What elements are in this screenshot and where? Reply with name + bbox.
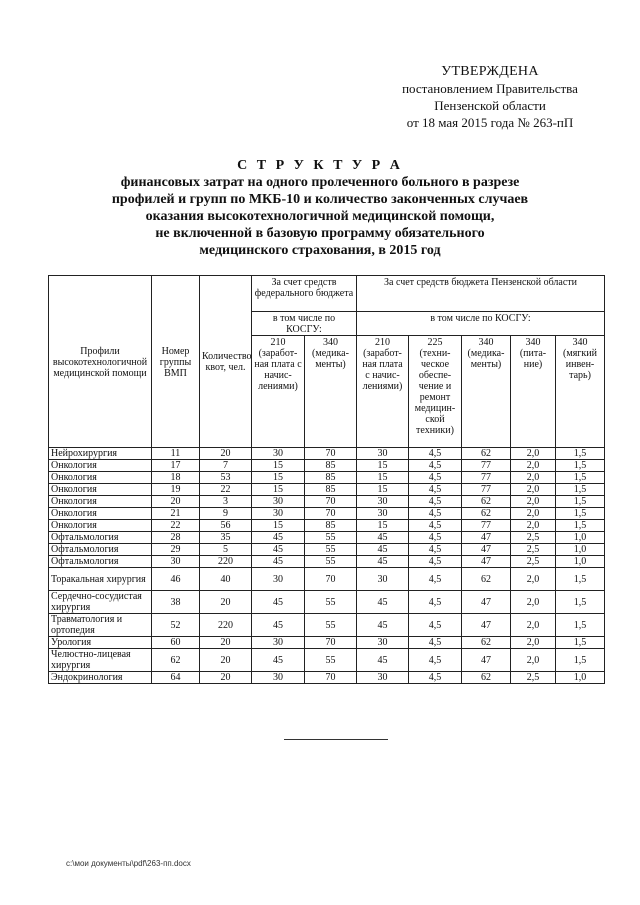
cell-regional-225: 4,5 [409, 544, 462, 556]
table-row [49, 544, 605, 556]
cell-federal-340: 55 [305, 649, 357, 672]
cell-group: 19 [152, 484, 200, 496]
cell-regional-340-food: 2,5 [511, 544, 556, 556]
cell-regional-340-medicine: 77 [462, 460, 511, 472]
approval-line-2: постановлением Правительства [402, 81, 578, 96]
cell-regional-225: 4,5 [409, 472, 462, 484]
cell-regional-210: 30 [357, 672, 409, 684]
table-row [49, 508, 605, 520]
approval-heading: УТВЕРЖДЕНА [441, 64, 539, 79]
cell-quota: 220 [200, 614, 252, 637]
cell-regional-340-medicine: 62 [462, 568, 511, 591]
cell-federal-210: 15 [252, 472, 305, 484]
table-row [49, 591, 605, 614]
cell-regional-225: 4,5 [409, 649, 462, 672]
cell-regional-340-medicine: 47 [462, 532, 511, 544]
cell-federal-340: 70 [305, 637, 357, 649]
cell-federal-210: 30 [252, 568, 305, 591]
cell-quota: 56 [200, 520, 252, 532]
cell-regional-340-medicine: 77 [462, 520, 511, 532]
cell-profile: Челюстно-лицевая хирургия [49, 649, 152, 672]
cell-regional-340-medicine: 62 [462, 508, 511, 520]
cell-regional-210: 15 [357, 472, 409, 484]
cell-regional-340-medicine: 62 [462, 672, 511, 684]
cell-regional-340-medicine: 62 [462, 637, 511, 649]
cell-profile: Офтальмология [49, 556, 152, 568]
header-federal-340: 340 (медика-менты) [305, 336, 357, 448]
cell-regional-340-inventory: 1,5 [556, 508, 605, 520]
cell-profile: Эндокринология [49, 672, 152, 684]
cell-regional-210: 45 [357, 591, 409, 614]
cell-group: 11 [152, 448, 200, 460]
approval-line-3: Пензенской области [434, 98, 546, 113]
cell-profile: Офтальмология [49, 532, 152, 544]
cell-federal-210: 30 [252, 496, 305, 508]
cell-quota: 5 [200, 544, 252, 556]
cell-quota: 20 [200, 637, 252, 649]
cell-regional-225: 4,5 [409, 568, 462, 591]
cell-regional-210: 45 [357, 532, 409, 544]
table-row [49, 637, 605, 649]
cell-profile: Офтальмология [49, 544, 152, 556]
title-line-4: не включенной в базовую программу обязательного [155, 226, 485, 241]
cell-federal-210: 30 [252, 672, 305, 684]
cell-regional-340-inventory: 1,5 [556, 484, 605, 496]
cell-quota: 22 [200, 484, 252, 496]
cell-regional-210: 15 [357, 520, 409, 532]
cell-federal-210: 45 [252, 649, 305, 672]
cell-regional-210: 30 [357, 496, 409, 508]
cell-regional-340-food: 2,5 [511, 556, 556, 568]
cell-regional-340-inventory: 1,0 [556, 556, 605, 568]
cell-federal-340: 70 [305, 568, 357, 591]
cell-regional-340-medicine: 47 [462, 649, 511, 672]
cell-quota: 3 [200, 496, 252, 508]
cell-regional-225: 4,5 [409, 520, 462, 532]
cell-regional-225: 4,5 [409, 556, 462, 568]
cell-regional-340-food: 2,0 [511, 614, 556, 637]
cell-regional-210: 30 [357, 448, 409, 460]
header-regional-225: 225 (техни-ческое обеспе-чение и ремонт медицин-ской техники) [409, 336, 462, 448]
cell-regional-225: 4,5 [409, 637, 462, 649]
cell-group: 17 [152, 460, 200, 472]
cell-regional-340-food: 2,0 [511, 460, 556, 472]
cell-regional-210: 30 [357, 568, 409, 591]
cell-quota: 20 [200, 649, 252, 672]
cell-federal-340: 55 [305, 556, 357, 568]
cell-group: 38 [152, 591, 200, 614]
cell-profile: Урология [49, 637, 152, 649]
table-body [49, 448, 605, 684]
cell-federal-210: 15 [252, 520, 305, 532]
table-row [49, 614, 605, 637]
cell-regional-340-medicine: 47 [462, 614, 511, 637]
cell-federal-210: 45 [252, 614, 305, 637]
title-line-2: профилей и групп по МКБ-10 и количество законченных случаев [111, 192, 529, 207]
table-row [49, 556, 605, 568]
cell-regional-340-inventory: 1,5 [556, 448, 605, 460]
cell-profile: Нейрохирургия [49, 448, 152, 460]
cell-profile: Травматология и ортопедия [49, 614, 152, 637]
cell-regional-210: 15 [357, 484, 409, 496]
cell-quota: 9 [200, 508, 252, 520]
cell-federal-210: 45 [252, 591, 305, 614]
cell-quota: 20 [200, 672, 252, 684]
header-regional-340-food: 340 (пита-ние) [511, 336, 556, 448]
cell-regional-340-inventory: 1,5 [556, 637, 605, 649]
cell-group: 64 [152, 672, 200, 684]
table-row [49, 484, 605, 496]
cell-profile: Онкология [49, 520, 152, 532]
cell-profile: Сердечно-сосудистая хирургия [49, 591, 152, 614]
cell-federal-340: 55 [305, 544, 357, 556]
cell-profile: Торакальная хирургия [49, 568, 152, 591]
cell-federal-210: 30 [252, 448, 305, 460]
cell-quota: 220 [200, 556, 252, 568]
cell-regional-210: 45 [357, 649, 409, 672]
cell-regional-340-inventory: 1,5 [556, 614, 605, 637]
cell-group: 22 [152, 520, 200, 532]
cell-regional-340-food: 2,0 [511, 568, 556, 591]
cell-regional-340-inventory: 1,5 [556, 649, 605, 672]
cell-profile: Онкология [49, 460, 152, 472]
cell-profile: Онкология [49, 496, 152, 508]
cell-federal-340: 70 [305, 508, 357, 520]
table-row [49, 532, 605, 544]
cell-regional-225: 4,5 [409, 508, 462, 520]
cell-regional-340-food: 2,0 [511, 484, 556, 496]
header-federal-kosgu: в том числе по КОСГУ: [252, 312, 357, 336]
header-profile: Профили высокотехнологичной медицинской помощи [49, 276, 152, 448]
table-row [49, 649, 605, 672]
cell-profile: Онкология [49, 472, 152, 484]
cell-regional-340-inventory: 1,0 [556, 544, 605, 556]
cell-group: 52 [152, 614, 200, 637]
cell-regional-340-food: 2,0 [511, 448, 556, 460]
cell-quota: 53 [200, 472, 252, 484]
cell-group: 29 [152, 544, 200, 556]
table-row [49, 496, 605, 508]
cell-regional-210: 45 [357, 556, 409, 568]
cell-regional-340-food: 2,0 [511, 496, 556, 508]
cell-regional-340-food: 2,0 [511, 520, 556, 532]
table-row [49, 448, 605, 460]
cell-federal-340: 55 [305, 614, 357, 637]
cell-federal-340: 70 [305, 448, 357, 460]
cell-federal-210: 45 [252, 532, 305, 544]
cell-group: 18 [152, 472, 200, 484]
title-heading: С Т Р У К Т У Р А [237, 158, 403, 173]
cell-regional-225: 4,5 [409, 672, 462, 684]
cell-regional-340-food: 2,0 [511, 472, 556, 484]
header-regional-340-medicine: 340 (медика-менты) [462, 336, 511, 448]
cell-regional-340-food: 2,5 [511, 672, 556, 684]
cell-group: 30 [152, 556, 200, 568]
cell-federal-340: 85 [305, 484, 357, 496]
cell-regional-225: 4,5 [409, 460, 462, 472]
cell-group: 28 [152, 532, 200, 544]
cell-regional-340-food: 2,0 [511, 591, 556, 614]
header-quota: Количество квот, чел. [200, 276, 252, 448]
header-regional-kosgu: в том числе по КОСГУ: [357, 312, 605, 336]
cell-regional-225: 4,5 [409, 448, 462, 460]
cell-quota: 20 [200, 591, 252, 614]
cell-regional-340-medicine: 77 [462, 484, 511, 496]
cell-regional-340-food: 2,5 [511, 532, 556, 544]
cell-quota: 35 [200, 532, 252, 544]
cell-regional-340-medicine: 62 [462, 448, 511, 460]
cell-regional-225: 4,5 [409, 484, 462, 496]
cell-quota: 20 [200, 448, 252, 460]
cost-structure-table [48, 275, 605, 684]
approval-stamp [340, 63, 640, 131]
cell-federal-340: 55 [305, 532, 357, 544]
cell-regional-340-inventory: 1,0 [556, 672, 605, 684]
cell-federal-340: 85 [305, 472, 357, 484]
cell-regional-340-inventory: 1,5 [556, 591, 605, 614]
cell-federal-340: 85 [305, 520, 357, 532]
cell-profile: Онкология [49, 508, 152, 520]
cell-regional-225: 4,5 [409, 532, 462, 544]
cell-regional-225: 4,5 [409, 496, 462, 508]
table-row [49, 472, 605, 484]
cell-regional-340-medicine: 47 [462, 544, 511, 556]
cell-regional-210: 45 [357, 614, 409, 637]
cell-group: 62 [152, 649, 200, 672]
cell-regional-225: 4,5 [409, 591, 462, 614]
cell-regional-225: 4,5 [409, 614, 462, 637]
cell-group: 21 [152, 508, 200, 520]
cell-regional-340-inventory: 1,5 [556, 496, 605, 508]
header-federal-budget: За счет средств федерального бюджета [252, 276, 357, 312]
cell-federal-210: 15 [252, 460, 305, 472]
cell-regional-210: 30 [357, 508, 409, 520]
cell-regional-340-medicine: 62 [462, 496, 511, 508]
title-line-3: оказания высокотехнологичной медицинской помощи, [145, 209, 495, 224]
table-row [49, 520, 605, 532]
header-federal-210: 210 (заработ-ная плата с начис-лениями) [252, 336, 305, 448]
cell-regional-210: 45 [357, 544, 409, 556]
cell-federal-210: 45 [252, 556, 305, 568]
file-path-footer: c:\мои документы\pdf\263-пп.docx [66, 859, 191, 868]
separator-line [284, 739, 388, 740]
table-row [49, 460, 605, 472]
cell-federal-340: 70 [305, 672, 357, 684]
header-group: Номер группы ВМП [152, 276, 200, 448]
cell-regional-340-inventory: 1,0 [556, 532, 605, 544]
cell-regional-210: 30 [357, 637, 409, 649]
table-row [49, 568, 605, 591]
cell-quota: 7 [200, 460, 252, 472]
table-row [49, 672, 605, 684]
cell-group: 60 [152, 637, 200, 649]
cell-regional-340-medicine: 77 [462, 472, 511, 484]
cell-regional-340-medicine: 47 [462, 556, 511, 568]
cell-regional-340-food: 2,0 [511, 649, 556, 672]
cell-regional-340-inventory: 1,5 [556, 472, 605, 484]
cell-group: 46 [152, 568, 200, 591]
title-line-5: медицинского страхования, в 2015 год [199, 243, 441, 258]
cell-regional-340-medicine: 47 [462, 591, 511, 614]
cell-group: 20 [152, 496, 200, 508]
document-title [60, 157, 580, 259]
cell-regional-340-inventory: 1,5 [556, 568, 605, 591]
cell-profile: Онкология [49, 484, 152, 496]
cell-federal-210: 45 [252, 544, 305, 556]
title-line-1: финансовых затрат на одного пролеченного больного в разрезе [120, 175, 520, 190]
header-regional-340-inventory: 340 (мягкий инвен-тарь) [556, 336, 605, 448]
cell-federal-210: 15 [252, 484, 305, 496]
header-regional-210: 210 (заработ-ная плата с начис-лениями) [357, 336, 409, 448]
header-regional-budget: За счет средств бюджета Пензенской области [357, 276, 605, 312]
cell-quota: 40 [200, 568, 252, 591]
approval-line-4: от 18 мая 2015 года № 263-пП [406, 115, 574, 130]
cell-federal-340: 70 [305, 496, 357, 508]
cell-federal-210: 30 [252, 637, 305, 649]
cell-regional-340-inventory: 1,5 [556, 520, 605, 532]
cell-regional-340-food: 2,0 [511, 508, 556, 520]
cell-federal-340: 55 [305, 591, 357, 614]
cell-regional-340-inventory: 1,5 [556, 460, 605, 472]
cell-regional-210: 15 [357, 460, 409, 472]
cell-federal-340: 85 [305, 460, 357, 472]
cell-regional-340-food: 2,0 [511, 637, 556, 649]
cell-federal-210: 30 [252, 508, 305, 520]
